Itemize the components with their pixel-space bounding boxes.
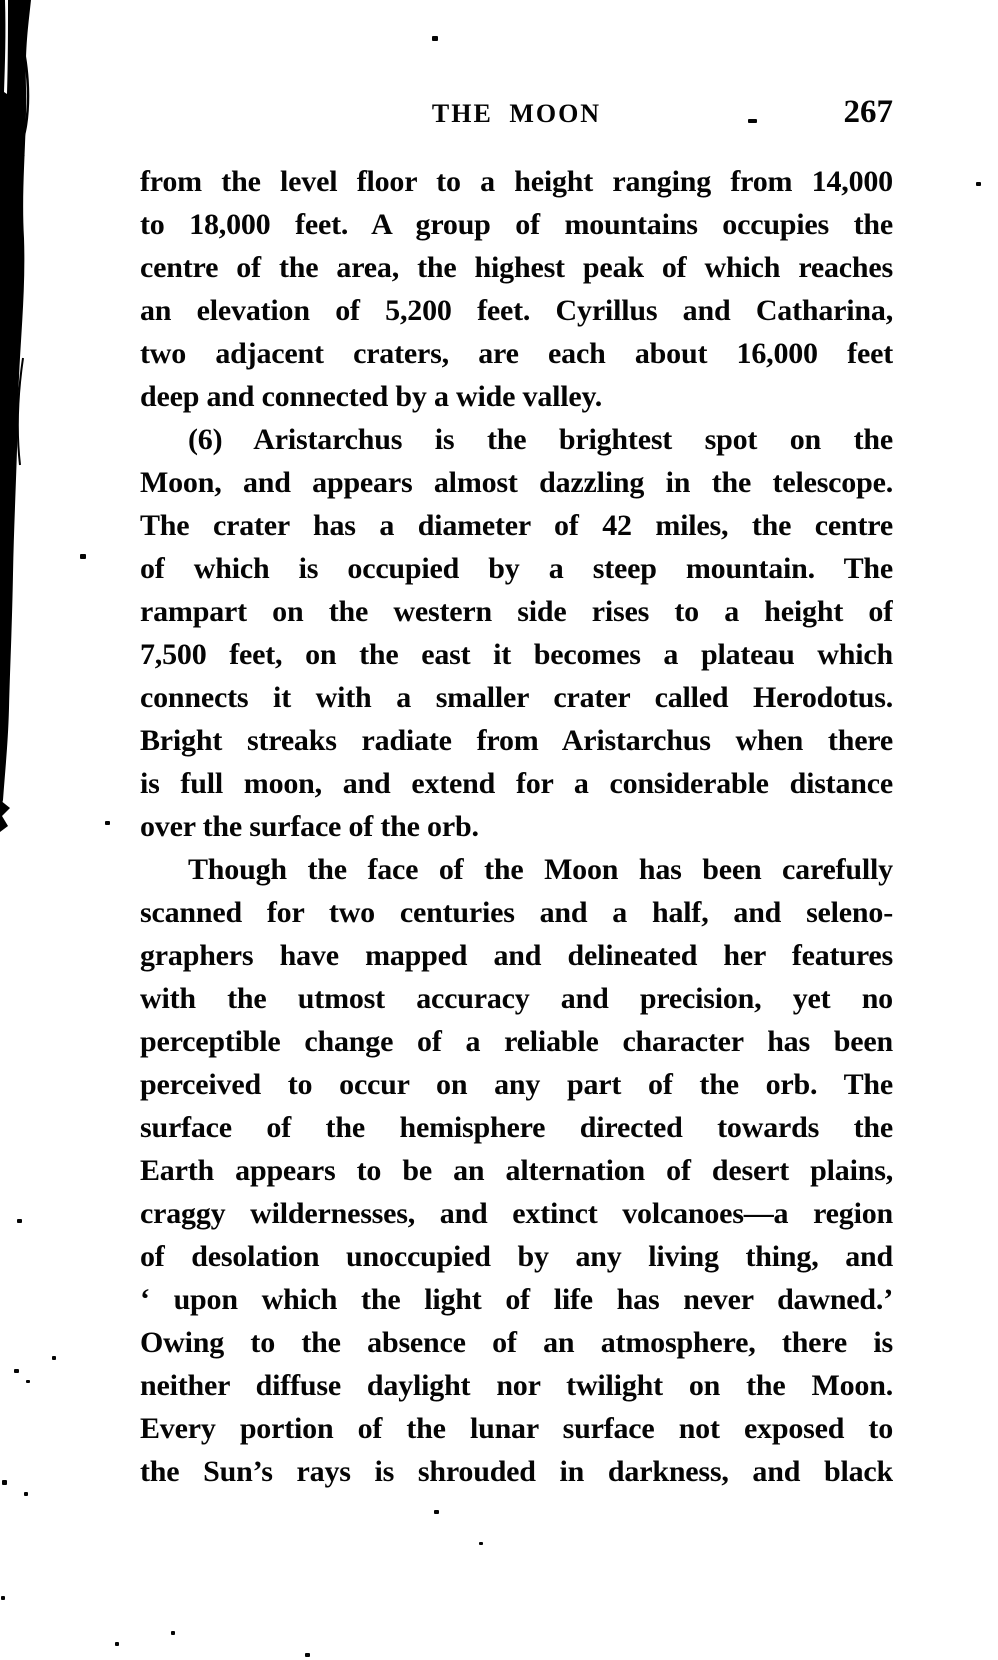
text-line: The crater has a diameter of 42 miles, the centre [140, 509, 893, 542]
scan-speck [976, 182, 981, 186]
scan-speck [1, 1596, 5, 1600]
text-line: perceptible change of a reliable character has been [140, 1025, 893, 1058]
text-line: from the level floor to a height ranging from 14,000 [140, 165, 893, 198]
scan-speck [80, 554, 86, 559]
text-line: neither diffuse daylight nor twilight on the Moon. [140, 1369, 893, 1402]
scan-speck [52, 1356, 56, 1360]
text-line: Bright streaks radiate from Aristarchus when there [140, 724, 893, 757]
scan-speck [748, 119, 757, 123]
text-line: craggy wildernesses, and extinct volcanoes—a region [140, 1197, 893, 1230]
text-line: connects it with a smaller crater called Herodotus. [140, 681, 893, 714]
binding-shadow [0, 0, 44, 880]
text-line: deep and connected by a wide valley. [140, 380, 602, 413]
scan-speck [105, 821, 110, 825]
scan-speck [26, 1380, 30, 1383]
text-line: of desolation unoccupied by any living thing, and [140, 1240, 893, 1273]
text-line: rampart on the western side rises to a height of [140, 595, 893, 628]
text-line: Moon, and appears almost dazzling in the telescope. [140, 466, 893, 499]
text-line: over the surface of the orb. [140, 810, 479, 843]
page-number: 267 [843, 94, 893, 130]
scan-speck [434, 1510, 439, 1514]
text-line: the Sun’s rays is shrouded in darkness, and black [140, 1455, 893, 1488]
running-head-title: THE MOON [431, 99, 602, 128]
scan-speck [14, 1369, 19, 1373]
text-line: Owing to the absence of an atmosphere, there is [140, 1326, 893, 1359]
scan-speck [305, 1653, 310, 1657]
text-line: graphers have mapped and delineated her features [140, 939, 893, 972]
text-line: two adjacent craters, are each about 16,000 feet [140, 337, 893, 370]
scan-speck [24, 1492, 28, 1496]
text-line: an elevation of 5,200 feet. Cyrillus and Catharina, [140, 294, 893, 327]
text-line: centre of the area, the highest peak of which reaches [140, 251, 893, 284]
text-line: ‘ upon which the light of life has never dawned.’ [140, 1283, 893, 1316]
text-line: perceived to occur on any part of the orb. The [140, 1068, 893, 1101]
text-line: (6) Aristarchus is the brightest spot on the [188, 423, 893, 456]
page-header [140, 96, 893, 138]
scan-speck [479, 1542, 483, 1545]
text-line: surface of the hemisphere directed towards the [140, 1111, 893, 1144]
scan-speck [115, 1642, 119, 1646]
scan-speck [171, 1631, 175, 1635]
body-text [140, 160, 893, 1493]
text-line: 7,500 feet, on the east it becomes a plateau which [140, 638, 893, 671]
text-line: scanned for two centuries and a half, and seleno- [140, 896, 893, 929]
text-line: is full moon, and extend for a considerable distance [140, 767, 893, 800]
scan-speck [2, 1480, 7, 1485]
text-line: of which is occupied by a steep mountain. The [140, 552, 893, 585]
text-line: to 18,000 feet. A group of mountains occupies the [140, 208, 893, 241]
scan-speck [17, 1219, 22, 1223]
text-line: Every portion of the lunar surface not exposed to [140, 1412, 893, 1445]
text-line: Earth appears to be an alternation of desert plains, [140, 1154, 893, 1187]
scan-speck [432, 36, 438, 41]
text-line: with the utmost accuracy and precision, yet no [140, 982, 893, 1015]
text-line: Though the face of the Moon has been carefully [188, 853, 893, 886]
